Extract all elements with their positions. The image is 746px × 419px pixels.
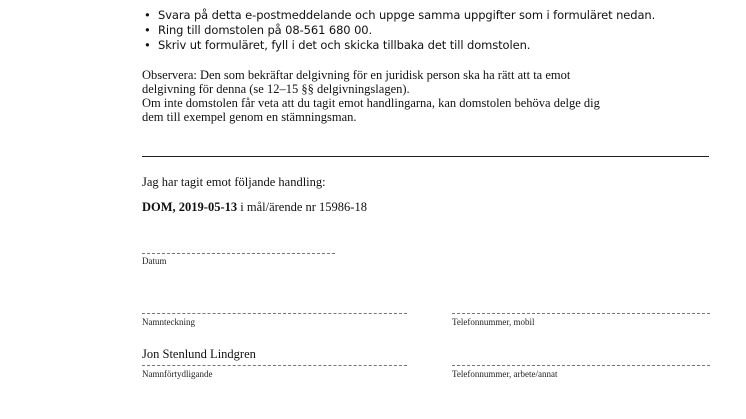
receipt-intro: Jag har tagit emot följande handling: (142, 175, 326, 189)
signature-label: Namnteckning (142, 317, 195, 327)
instruction-reply-email: • Svara på detta e-postmeddelande och uppge samma uppgifter som i formuläret nedan. (142, 8, 655, 23)
document-type: DOM, 2019-05-13 (142, 200, 238, 214)
name-clarification-label: Namnförtydligande (142, 369, 213, 379)
instruction-call-court: • Ring till domstolen på 08-561 680 00. (142, 23, 655, 38)
mobile-phone-label: Telefonnummer, mobil (452, 317, 535, 327)
work-phone-label: Telefonnummer, arbete/annat (452, 369, 558, 379)
name-clarification-line (142, 365, 407, 366)
section-divider (142, 156, 709, 157)
name-clarification-value: Jon Stenlund Lindgren (142, 347, 256, 361)
instruction-list (142, 8, 655, 53)
note-line-2: delgivning för denna (se 12–15 §§ delgivningslagen). (142, 82, 410, 96)
instruction-print-form: • Skriv ut formuläret, fyll i det och skicka tillbaka det till domstolen. (142, 38, 655, 53)
date-line (142, 253, 335, 254)
note-line-4: dem till exempel genom en stämningsman. (142, 110, 357, 124)
signature-line (142, 313, 407, 314)
receipt-document (142, 200, 367, 215)
case-number: i mål/ärende nr 15986-18 (237, 200, 367, 214)
note-line-3: Om inte domstolen får veta att du tagit emot handlingarna, kan domstolen behöva delge dig (142, 96, 600, 110)
work-phone-line (452, 365, 710, 366)
note-line-1: Observera: Den som bekräftar delgivning för en juridisk person ska ha rätt att ta emot (142, 68, 571, 82)
mobile-phone-line (452, 313, 710, 314)
date-label: Datum (142, 256, 167, 266)
